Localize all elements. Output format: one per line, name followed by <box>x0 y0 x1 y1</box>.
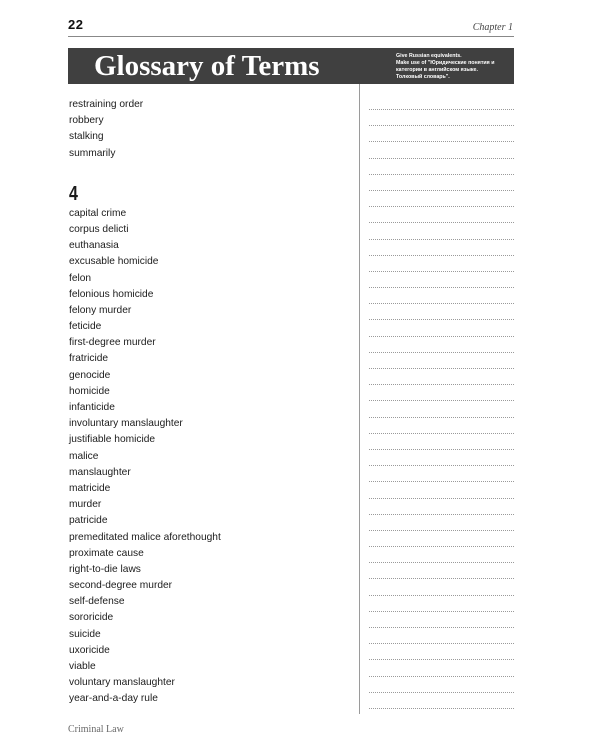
glossary-term: infanticide <box>69 402 115 413</box>
continued-terms <box>69 97 349 162</box>
glossary-term: right-to-die laws <box>69 563 141 575</box>
answer-line <box>369 466 514 482</box>
answer-lines-column <box>369 109 514 709</box>
answer-line <box>369 660 514 676</box>
answer-line <box>369 434 514 450</box>
answer-line <box>369 531 514 547</box>
glossary-term: involuntary manslaughter <box>69 418 183 430</box>
answer-line <box>369 142 514 158</box>
page-number: 22 <box>68 17 84 32</box>
answer-line <box>369 126 514 142</box>
answer-line <box>369 369 514 385</box>
answer-line <box>369 159 514 175</box>
answer-line <box>369 304 514 320</box>
answer-line <box>369 272 514 288</box>
glossary-term: manslaughter <box>69 466 131 478</box>
glossary-term: premeditated malice aforethought <box>69 531 221 543</box>
glossary-term: malice <box>69 450 99 462</box>
answer-line <box>369 288 514 304</box>
glossary-term: first-degree murder <box>69 337 156 349</box>
glossary-term: felonious homicide <box>69 288 154 300</box>
glossary-term: homicide <box>69 385 110 397</box>
glossary-banner <box>68 48 514 84</box>
answer-line <box>369 385 514 401</box>
answer-line <box>369 499 514 515</box>
glossary-term: capital crime <box>69 207 127 219</box>
answer-line <box>369 482 514 498</box>
glossary-term: genocide <box>69 369 111 381</box>
answer-line <box>369 579 514 595</box>
glossary-term: feticide <box>69 321 102 333</box>
answer-line <box>369 175 514 191</box>
glossary-term: excusable homicide <box>69 256 159 268</box>
answer-line <box>369 256 514 272</box>
answer-line <box>369 191 514 207</box>
glossary-term-list <box>69 97 349 708</box>
glossary-term: restraining order <box>69 99 144 110</box>
glossary-term: summarily <box>69 147 116 159</box>
glossary-term: fratricide <box>69 353 109 365</box>
book-title-footer: Criminal Law <box>68 724 124 735</box>
instruction-line: Give Russian equivalents. <box>396 53 462 59</box>
answer-line <box>369 223 514 239</box>
answer-line <box>369 563 514 579</box>
answer-line <box>369 612 514 628</box>
answer-line <box>369 628 514 644</box>
answer-line <box>369 547 514 563</box>
glossary-term: robbery <box>69 115 104 127</box>
answer-line <box>369 596 514 612</box>
glossary-term: voluntary manslaughter <box>69 677 175 689</box>
answer-line <box>369 320 514 336</box>
answer-line <box>369 515 514 531</box>
glossary-term: felon <box>69 272 92 284</box>
instruction-line: Толковый словарь". <box>396 73 450 80</box>
answer-line <box>369 401 514 417</box>
banner-title: Glossary of Terms <box>94 50 320 82</box>
instruction-line: Make use of "Юридические понятия и <box>396 59 495 66</box>
glossary-term: felony murder <box>69 304 132 316</box>
glossary-term: patricide <box>69 515 108 527</box>
glossary-term: sororicide <box>69 612 114 624</box>
instruction-line: категории в английском языке. <box>396 66 478 73</box>
glossary-term: viable <box>69 661 96 672</box>
glossary-term: justifiable homicide <box>69 434 156 446</box>
glossary-term: stalking <box>69 131 104 143</box>
answer-line <box>369 450 514 466</box>
section-terms <box>69 206 349 708</box>
glossary-term: self-defense <box>69 596 125 608</box>
chapter-label: Chapter 1 <box>472 22 513 33</box>
glossary-term: suicide <box>69 628 101 640</box>
glossary-term: second-degree murder <box>69 580 173 592</box>
answer-line <box>369 240 514 256</box>
answer-line <box>369 418 514 434</box>
section-number: 4 <box>69 182 78 205</box>
glossary-term: matricide <box>69 482 111 494</box>
answer-line <box>369 644 514 660</box>
glossary-term: murder <box>69 499 102 511</box>
column-divider <box>359 84 360 714</box>
glossary-term: year-and-a-day rule <box>69 693 158 705</box>
answer-line <box>369 677 514 693</box>
answer-line <box>369 207 514 223</box>
header-rule <box>68 36 514 37</box>
glossary-term: proximate cause <box>69 547 144 559</box>
banner-instructions <box>396 53 512 81</box>
glossary-term: uxoricide <box>69 644 110 656</box>
answer-line <box>369 353 514 369</box>
glossary-term: euthanasia <box>69 240 119 252</box>
answer-line <box>369 693 514 709</box>
answer-line <box>369 110 514 126</box>
glossary-term: corpus delicti <box>69 223 129 235</box>
answer-line <box>369 337 514 353</box>
